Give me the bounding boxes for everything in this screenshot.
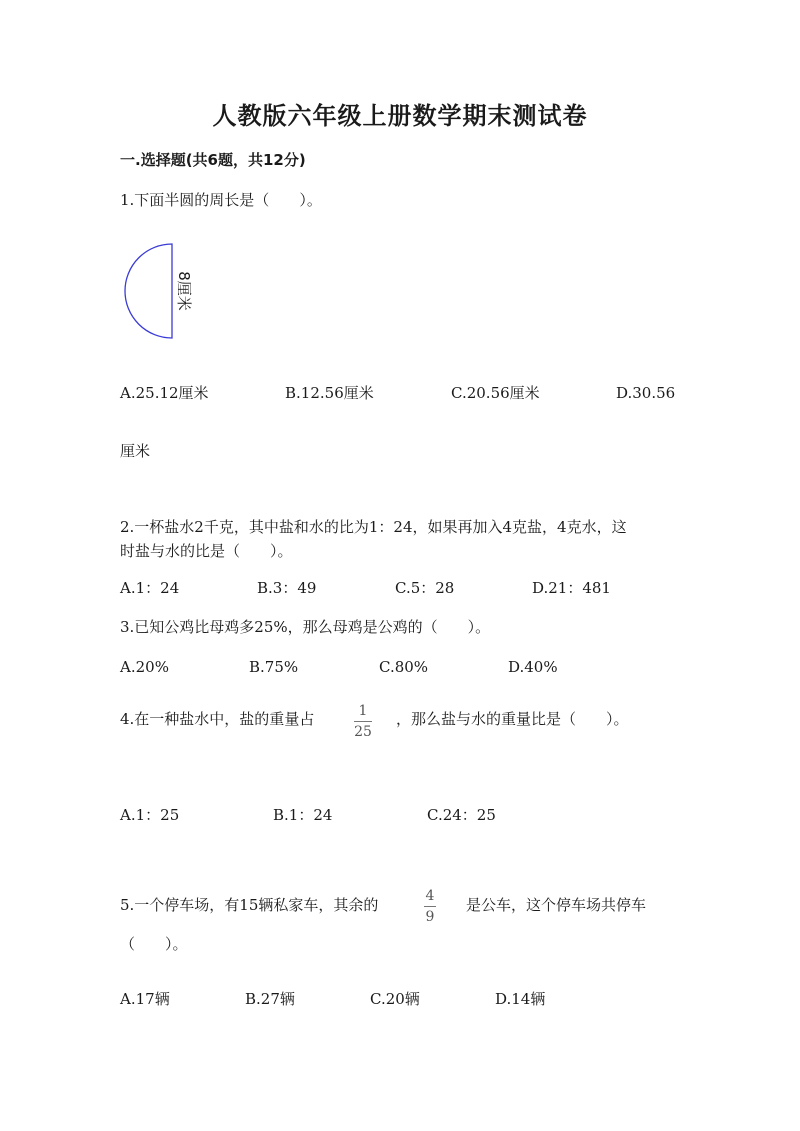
question-2-stem-line1: 2.一杯盐水2千克，其中盐和水的比为1：24，如果再加入4克盐，4克水，这: [120, 518, 627, 536]
section-heading: 一.选择题(共6题，共12分): [120, 151, 306, 169]
question-4-stem-after: ，那么盐与水的重量比是（ ）。: [396, 710, 629, 728]
q3-option-c: C.80%: [379, 658, 429, 676]
q4-option-c: C.24：25: [427, 806, 496, 824]
q2-option-d: D.21：481: [532, 579, 611, 597]
q4-fraction-denominator: 25: [354, 724, 372, 740]
question-5-stem-before: 5.一个停车场，有15辆私家车，其余的: [120, 896, 379, 914]
q2-option-c: C.5：28: [395, 579, 455, 597]
q5-option-d: D.14辆: [495, 990, 546, 1008]
q4-fraction-numerator: 1: [358, 703, 368, 719]
q5-fraction: [424, 888, 436, 925]
question-1-stem: 1.下面半圆的周长是（ ）。: [120, 191, 322, 209]
diameter-label: 8厘米: [175, 271, 193, 311]
q3-option-b: B.75%: [249, 658, 299, 676]
q1-option-c: C.20.56厘米: [451, 384, 540, 402]
q4-option-b: B.1：24: [273, 806, 333, 824]
page-title: 人教版六年级上册数学期末测试卷: [212, 102, 588, 130]
q5-option-a: A.17辆: [120, 990, 170, 1008]
question-5-stem-line2: （ ）。: [120, 935, 188, 953]
question-2-stem-line2: 时盐与水的比是（ ）。: [120, 542, 293, 560]
q1-option-d: D.30.56: [616, 384, 676, 402]
question-5-stem-after: 是公车，这个停车场共停车: [466, 896, 647, 914]
semicircle-figure: [120, 240, 210, 344]
q5-fraction-numerator: 4: [425, 888, 435, 904]
fraction-bar: [354, 721, 372, 722]
q3-option-d: D.40%: [508, 658, 558, 676]
q3-option-a: A.20%: [120, 658, 169, 676]
q1-option-a: A.25.12厘米: [120, 384, 209, 402]
question-4-stem-before: 4.在一种盐水中，盐的重量占: [120, 710, 315, 728]
question-3-stem: 3.已知公鸡比母鸡多25%，那么母鸡是公鸡的（ ）。: [120, 618, 491, 636]
q5-option-b: B.27辆: [245, 990, 295, 1008]
q4-option-a: A.1：25: [120, 806, 180, 824]
q5-fraction-denominator: 9: [425, 909, 435, 925]
q5-option-c: C.20辆: [370, 990, 420, 1008]
q4-fraction: [354, 703, 372, 740]
q2-option-a: A.1：24: [120, 579, 180, 597]
semicircle-shape: [125, 244, 172, 338]
fraction-bar: [424, 906, 436, 907]
q1-option-d-wrap: 厘米: [120, 442, 151, 460]
q2-option-b: B.3：49: [257, 579, 317, 597]
q1-option-b: B.12.56厘米: [285, 384, 374, 402]
